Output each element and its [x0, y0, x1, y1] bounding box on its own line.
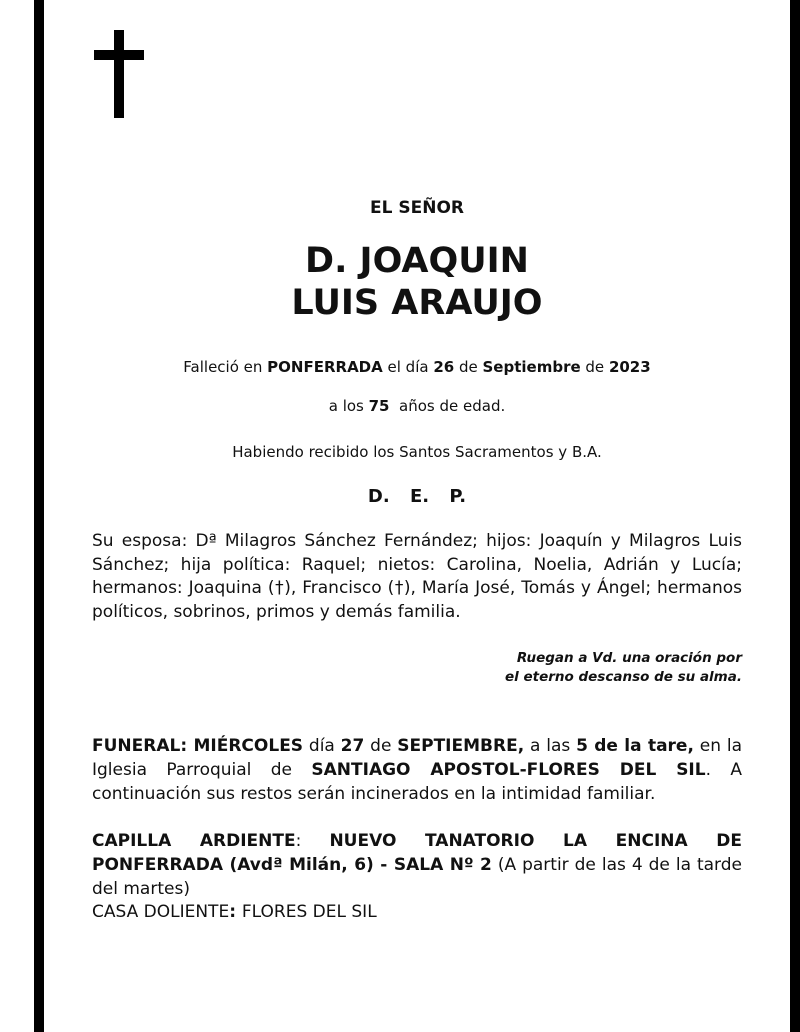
funeral-label: FUNERAL: MIÉRCOLES — [92, 736, 304, 756]
family-paragraph: Su esposa: Dª Milagros Sánchez Fernández; hijos: Joaquín y Milagros Luis Sánchez; hija política: Raquel; nietos: Carolina, Noelia, Adrián y Lucía; hermanos: Joaquina (†), Francisco (†), María José, Tomás y Ángel; hermanos políticos, sobrinos, primos y demás familia. — [92, 531, 742, 622]
funeral-paragraph: FUNERAL: MIÉRCOLES día 27 de SEPTIEMBRE, a las 5 de la tare, en la Iglesia Parroquial de SANTIAGO APOSTOL-FLORES DEL SIL. A continuación sus restos serán incinerados en la intimidad familiar. — [92, 736, 742, 804]
age-value: 75 — [368, 397, 390, 415]
prayer-line-2: el eterno descanso de su alma. — [505, 669, 742, 685]
house-line: CASA DOLIENTE: FLORES DEL SIL — [92, 902, 377, 922]
death-place: PONFERRADA — [267, 358, 383, 376]
funeral-church: SANTIAGO APOSTOL-FLORES DEL SIL — [311, 760, 706, 780]
dep-line: D. E. P. — [367, 486, 467, 507]
death-month: Septiembre — [482, 358, 581, 376]
prayer-line-1: Ruegan a Vd. una oración por — [516, 650, 742, 666]
left-border-inner — [0, 0, 34, 1032]
title: EL SEÑOR — [370, 198, 464, 218]
name-line-2: LUIS ARAUJO — [291, 283, 543, 323]
death-day: 26 — [433, 358, 455, 376]
funeral-month: SEPTIEMBRE, — [397, 736, 525, 756]
chapel-label: CAPILLA ARDIENTE — [92, 831, 296, 851]
name-line-1: D. JOAQUIN — [305, 241, 529, 281]
funeral-day: 27 — [340, 736, 365, 756]
house-value: FLORES DEL SIL — [241, 902, 377, 922]
death-line: Falleció en PONFERRADA el día 26 de Septiembre de 2023 — [183, 358, 651, 376]
funeral-time: 5 de la tare, — [576, 736, 694, 756]
house-label: CASA DOLIENTE — [92, 902, 230, 922]
right-border — [790, 0, 800, 1032]
death-year: 2023 — [608, 358, 651, 376]
sacraments-line: Habiendo recibido los Santos Sacramentos y B.A. — [232, 443, 602, 461]
age-line: a los 75 años de edad. — [328, 397, 506, 415]
chapel-paragraph: CAPILLA ARDIENTE: NUEVO TANATORIO LA ENCINA DE PONFERRADA (Avdª Milán, 6) - SALA Nº 2 (A partir de las 4 de la tarde del martes) — [92, 831, 743, 899]
deceased-name — [92, 240, 742, 324]
cross-icon — [94, 30, 144, 118]
prayer-request — [92, 649, 742, 687]
chapel-place: NUEVO TANATORIO LA ENCINA DE PONFERRADA (Avdª Milán, 6) - SALA Nº 2 — [92, 831, 743, 875]
